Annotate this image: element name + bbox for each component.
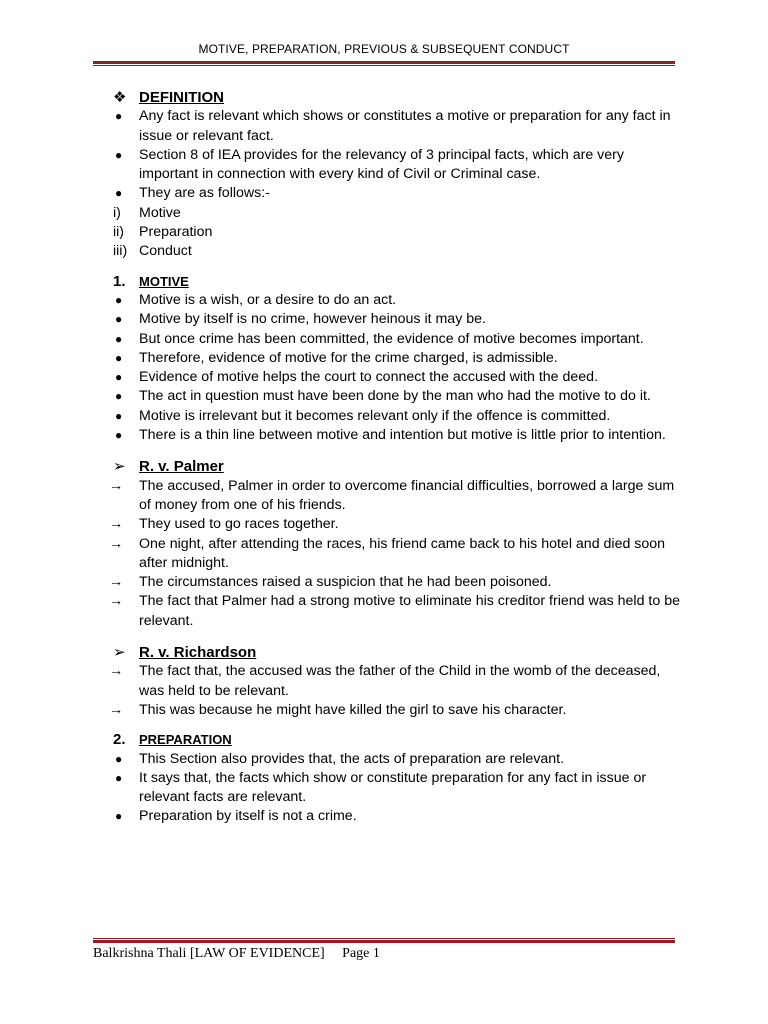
page-number: Page 1	[342, 946, 380, 961]
bullet-icon: ●	[115, 770, 123, 785]
list-item: ● They are as follows:-	[113, 184, 683, 203]
arrow-right-icon: →	[109, 701, 124, 718]
list-item: → This was because he might have killed the girl to save his character.	[113, 701, 683, 720]
motive-heading	[113, 272, 683, 291]
numbered-item: ii) Preparation	[113, 224, 213, 241]
bullet-icon: ●	[115, 370, 123, 385]
list-item: ● Motive by itself is no crime, however heinous it may be.	[113, 310, 683, 329]
richardson-case-heading	[113, 643, 683, 662]
arrow-right-icon: →	[109, 663, 124, 680]
richardson-case-title: R. v. Richardson	[139, 644, 257, 662]
bullet-icon: ●	[115, 428, 123, 443]
bullet-icon: ●	[115, 292, 123, 307]
list-item: ● Motive is irrelevant but it becomes relevant only if the offence is committed.	[113, 407, 683, 426]
list-item: ● This Section also provides that, the acts of preparation are relevant.	[113, 750, 683, 769]
list-item: → One night, after attending the races, his friend came back to his hotel and died soon after midnight.	[113, 535, 683, 574]
list-item: ● Section 8 of IEA provides for the relevancy of 3 principal facts, which are very important in connection with every kind of Civil or Criminal case.	[113, 146, 683, 185]
palmer-case-title: R. v. Palmer	[139, 458, 224, 476]
arrow-right-icon: →	[109, 535, 124, 552]
bullet-icon: ●	[115, 408, 123, 423]
bullet-icon: ●	[115, 350, 123, 365]
list-item: ● Preparation by itself is not a crime.	[113, 807, 683, 826]
footer-author: Balkrishna Thali	[93, 946, 187, 961]
definition-title: DEFINITION	[139, 89, 224, 106]
document-body	[109, 88, 683, 827]
list-item: ● Evidence of motive helps the court to connect the accused with the deed.	[113, 368, 683, 387]
header-divider	[93, 61, 675, 66]
list-item: ● But once crime has been committed, the evidence of motive becomes important.	[113, 330, 683, 349]
preparation-title: PREPARATION	[139, 732, 232, 748]
bullet-icon: ●	[115, 809, 123, 824]
list-item: ● Motive is a wish, or a desire to do an act.	[113, 291, 683, 310]
section-number: 2.	[113, 731, 126, 749]
list-item: → The accused, Palmer in order to overcome financial difficulties, borrowed a large sum of money from one of his friends.	[113, 477, 683, 516]
list-item: ● Therefore, evidence of motive for the crime charged, is admissible.	[113, 349, 683, 368]
running-footer	[93, 946, 380, 962]
bullet-icon: ●	[115, 389, 123, 404]
arrowhead-bullet-icon: ➢	[113, 644, 126, 662]
numbered-item: iii) Conduct	[113, 243, 192, 260]
list-item: ● Any fact is relevant which shows or constitutes a motive or preparation for any fact in issue or relevant fact.	[113, 107, 683, 146]
footer-book-title: [LAW OF EVIDENCE]	[189, 946, 325, 961]
arrow-right-icon: →	[109, 516, 124, 533]
list-item: → The fact that, the accused was the father of the Child in the womb of the deceased, was held to be relevant.	[113, 662, 683, 701]
list-item: → The fact that Palmer had a strong motive to eliminate his creditor friend was held to be relevant.	[113, 592, 683, 631]
bullet-icon: ●	[115, 331, 123, 346]
list-item: → They used to go races together.	[113, 515, 683, 534]
footer-divider	[93, 938, 675, 943]
bullet-icon: ●	[115, 147, 123, 162]
motive-title: MOTIVE	[139, 273, 189, 289]
palmer-case-heading	[113, 457, 683, 476]
preparation-heading	[113, 730, 683, 749]
numbered-item: i) Motive	[113, 204, 181, 221]
arrow-right-icon: →	[109, 593, 124, 610]
bullet-icon: ●	[115, 312, 123, 327]
running-header: MOTIVE, PREPARATION, PREVIOUS & SUBSEQUENT CONDUCT	[198, 42, 570, 56]
bullet-icon: ●	[115, 186, 123, 201]
list-item: ● It says that, the facts which show or constitute preparation for any fact in issue or relevant facts are relevant.	[113, 769, 683, 808]
list-item: → The circumstances raised a suspicion that he had been poisoned.	[113, 573, 683, 592]
bullet-icon: ●	[115, 109, 123, 124]
list-item: ● The act in question must have been done by the man who had the motive to do it.	[113, 387, 683, 406]
arrowhead-bullet-icon: ➢	[113, 458, 126, 476]
section-number: 1.	[113, 272, 126, 290]
arrow-right-icon: →	[109, 477, 124, 494]
diamond-bullet-icon: ❖	[113, 89, 127, 106]
bullet-icon: ●	[115, 751, 123, 766]
definition-heading	[113, 88, 683, 107]
list-item: ● There is a thin line between motive and intention but motive is little prior to intention.	[113, 426, 683, 445]
arrow-right-icon: →	[109, 574, 124, 591]
